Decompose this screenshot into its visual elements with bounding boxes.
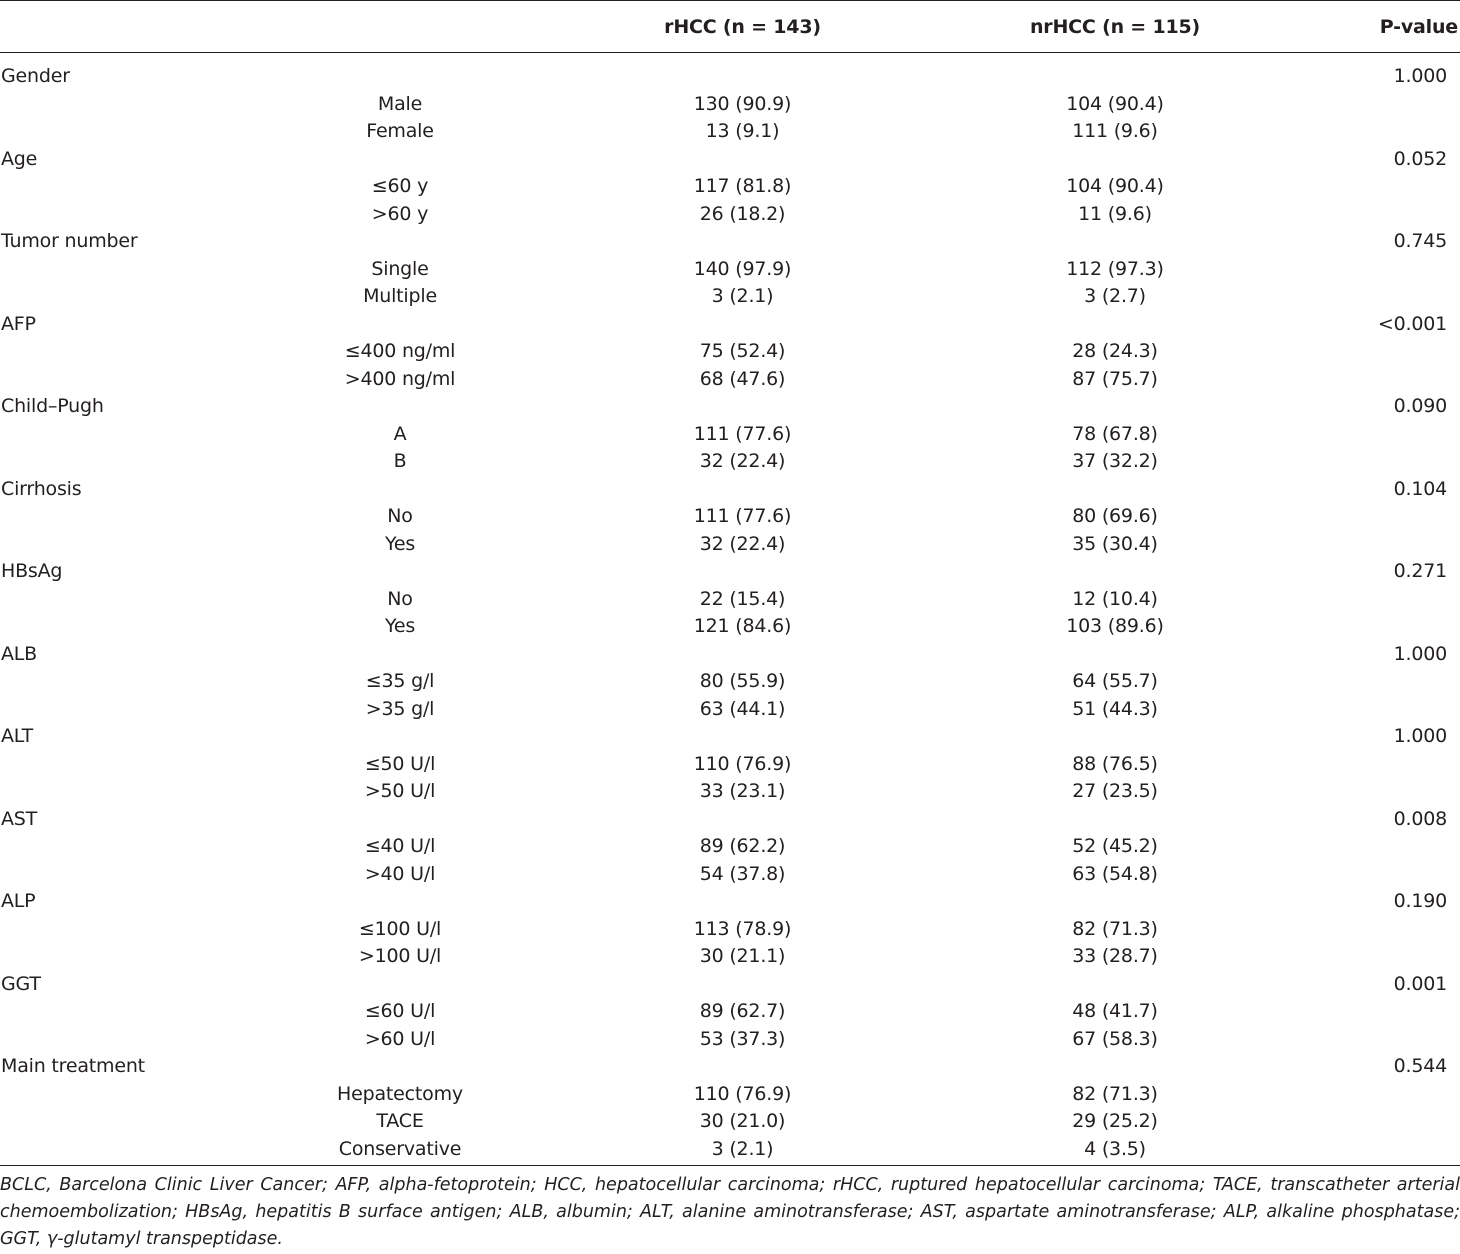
empty-cell (1260, 751, 1460, 779)
empty-cell (0, 283, 285, 311)
empty-cell (0, 256, 285, 284)
empty-cell (0, 696, 285, 724)
empty-cell (970, 53, 1260, 91)
rhcc-value: 30 (21.0) (699, 1110, 786, 1132)
empty-cell (0, 1026, 285, 1054)
empty-cell (1260, 338, 1460, 366)
variable-row (0, 476, 1460, 504)
empty-cell (0, 91, 285, 119)
empty-cell (515, 641, 970, 669)
empty-cell (1260, 256, 1460, 284)
category-label: >60 y (371, 202, 429, 225)
nrhcc-value: 80 (69.6) (1072, 505, 1158, 527)
p-value: 0.190 (1393, 890, 1447, 912)
p-value: 0.052 (1393, 147, 1447, 170)
empty-cell (970, 971, 1260, 999)
nrhcc-value: 37 (32.2) (1072, 450, 1158, 472)
category-label: Female (366, 120, 434, 142)
nrhcc-value: 27 (23.5) (1072, 780, 1158, 802)
category-row (0, 338, 1460, 366)
rhcc-value: 33 (23.1) (699, 780, 786, 802)
p-value: 0.271 (1393, 560, 1447, 582)
variable-row (0, 806, 1460, 834)
empty-cell (0, 201, 285, 229)
rhcc-value: 110 (76.9) (693, 1082, 792, 1105)
empty-cell (285, 641, 515, 669)
empty-cell (0, 118, 285, 146)
empty-cell (0, 916, 285, 944)
p-value: 1.000 (1393, 642, 1447, 665)
category-row (0, 366, 1460, 394)
empty-cell (970, 888, 1260, 916)
category-label: ≤40 U/l (364, 835, 436, 857)
nrhcc-value: 35 (30.4) (1072, 532, 1158, 555)
empty-cell (1260, 1108, 1460, 1136)
variable-row (0, 971, 1460, 999)
p-value: 1.000 (1393, 65, 1447, 87)
category-label: TACE (376, 1110, 424, 1132)
category-label: >40 U/l (364, 862, 436, 885)
empty-cell (0, 173, 285, 201)
p-value: 0.104 (1393, 477, 1447, 500)
empty-cell (1260, 833, 1460, 861)
empty-cell (285, 888, 515, 916)
nrhcc-value: 111 (9.6) (1072, 120, 1158, 142)
category-label: >100 U/l (358, 945, 442, 967)
empty-cell (970, 1053, 1260, 1081)
variable-name: Child–Pugh (1, 395, 104, 417)
category-label: ≤60 U/l (364, 1000, 436, 1022)
rhcc-value: 32 (22.4) (699, 532, 786, 555)
category-label: ≤100 U/l (358, 917, 442, 940)
nrhcc-value: 87 (75.7) (1072, 367, 1158, 390)
category-row (0, 613, 1460, 641)
category-row (0, 586, 1460, 614)
p-value: 0.001 (1393, 972, 1447, 995)
empty-cell (970, 641, 1260, 669)
empty-cell (1260, 283, 1460, 311)
category-row (0, 448, 1460, 476)
empty-cell (515, 723, 970, 751)
empty-cell (1260, 173, 1460, 201)
empty-cell (1260, 503, 1460, 531)
category-label: A (393, 422, 407, 445)
p-value: 0.008 (1393, 807, 1447, 830)
nrhcc-value: 51 (44.3) (1072, 697, 1158, 720)
category-row (0, 943, 1460, 971)
empty-cell (1260, 1136, 1460, 1166)
empty-cell (285, 228, 515, 256)
rhcc-value: 140 (97.9) (693, 257, 792, 280)
header-nrhcc: nrHCC (n = 115) (1029, 15, 1200, 38)
rhcc-value: 54 (37.8) (699, 862, 786, 885)
nrhcc-value: 52 (45.2) (1072, 835, 1158, 857)
empty-cell (1260, 586, 1460, 614)
empty-cell (285, 146, 515, 174)
category-row (0, 751, 1460, 779)
category-row (0, 1136, 1460, 1166)
rhcc-value: 22 (15.4) (699, 587, 786, 610)
category-label: No (387, 587, 413, 610)
category-label: ≤35 g/l (365, 670, 435, 692)
table-footnote: BCLC, Barcelona Clinic Liver Cancer; AFP, alpha-fetoprotein; HCC, hepatocellular carcinoma; rHCC, ruptured hepatocellular carcinoma; TACE, transcatheter arterial chemoembolization; HBsAg, hepatitis B surface antigen; ALB, albumin; ALT, alanine aminotransferase; AST, aspartate aminotransferase; ALP, alkaline phosphatase; GGT, γ-glutamyl transpeptidase. (0, 1175, 1460, 1249)
category-row (0, 173, 1460, 201)
category-row (0, 421, 1460, 449)
rhcc-value: 30 (21.1) (699, 945, 786, 967)
nrhcc-value: 104 (90.4) (1066, 92, 1164, 115)
rhcc-value: 89 (62.7) (699, 1000, 786, 1022)
empty-cell (1260, 91, 1460, 119)
empty-cell (970, 476, 1260, 504)
empty-cell (970, 146, 1260, 174)
empty-cell (0, 448, 285, 476)
empty-cell (285, 558, 515, 586)
variable-name: ALB (1, 642, 38, 665)
category-label: Multiple (363, 285, 437, 307)
rhcc-value: 89 (62.2) (699, 835, 786, 857)
nrhcc-value: 103 (89.6) (1066, 615, 1164, 637)
rhcc-value: 68 (47.6) (699, 367, 786, 390)
variable-row (0, 393, 1460, 421)
variable-name: AST (1, 807, 38, 830)
category-row (0, 283, 1460, 311)
category-row (0, 778, 1460, 806)
empty-cell (0, 586, 285, 614)
nrhcc-value: 78 (67.8) (1072, 422, 1158, 445)
p-value: 1.000 (1393, 725, 1447, 747)
rhcc-value: 32 (22.4) (699, 450, 786, 472)
category-label: No (387, 505, 413, 527)
category-row (0, 1108, 1460, 1136)
category-row (0, 833, 1460, 861)
nrhcc-value: 48 (41.7) (1072, 1000, 1158, 1022)
rhcc-value: 63 (44.1) (699, 697, 786, 720)
variable-name: Age (1, 147, 38, 170)
empty-cell (1260, 778, 1460, 806)
empty-cell (515, 971, 970, 999)
category-label: ≤50 U/l (364, 752, 436, 775)
p-value: 0.745 (1393, 230, 1447, 252)
variable-row (0, 558, 1460, 586)
variable-row (0, 641, 1460, 669)
category-row (0, 696, 1460, 724)
empty-cell (1260, 1081, 1460, 1109)
rhcc-value: 111 (77.6) (693, 505, 792, 527)
category-label: ≤400 ng/ml (344, 340, 456, 362)
nrhcc-value: 112 (97.3) (1066, 257, 1164, 280)
rhcc-value: 117 (81.8) (693, 175, 792, 197)
empty-cell (0, 366, 285, 394)
rhcc-value: 80 (55.9) (699, 670, 786, 692)
nrhcc-value: 4 (3.5) (1084, 1137, 1146, 1160)
rhcc-value: 113 (78.9) (693, 917, 792, 940)
category-label: >60 U/l (364, 1027, 436, 1050)
nrhcc-value: 67 (58.3) (1072, 1027, 1158, 1050)
category-label: Hepatectomy (337, 1082, 463, 1105)
empty-cell (285, 476, 515, 504)
rhcc-value: 121 (84.6) (693, 615, 792, 637)
category-row (0, 668, 1460, 696)
rhcc-value: 110 (76.9) (693, 752, 792, 775)
empty-cell (1260, 201, 1460, 229)
empty-cell (1260, 916, 1460, 944)
variable-row (0, 53, 1460, 91)
rhcc-value: 3 (2.1) (711, 285, 774, 307)
category-row (0, 916, 1460, 944)
category-row (0, 531, 1460, 559)
empty-cell (970, 393, 1260, 421)
empty-cell (515, 311, 970, 339)
table-body (0, 53, 1460, 1166)
category-label: ≤60 y (371, 175, 429, 197)
empty-cell (0, 1108, 285, 1136)
variable-name: ALP (1, 890, 36, 912)
rhcc-value: 111 (77.6) (693, 422, 792, 445)
category-label: >50 U/l (364, 780, 436, 802)
empty-cell (1260, 366, 1460, 394)
empty-cell (515, 228, 970, 256)
category-label: B (393, 450, 407, 472)
category-label: Male (377, 92, 423, 115)
category-label: Yes (384, 615, 416, 637)
table-header-row (0, 1, 1460, 53)
empty-cell (1260, 861, 1460, 889)
empty-cell (0, 338, 285, 366)
empty-cell (0, 998, 285, 1026)
category-label: >35 g/l (365, 697, 435, 720)
variable-row (0, 888, 1460, 916)
header-category (285, 1, 515, 53)
rhcc-value: 75 (52.4) (699, 340, 786, 362)
empty-cell (515, 393, 970, 421)
category-row (0, 118, 1460, 146)
nrhcc-value: 11 (9.6) (1078, 202, 1152, 225)
category-label: >400 ng/ml (344, 367, 456, 390)
category-row (0, 1081, 1460, 1109)
variable-name: HBsAg (1, 560, 63, 582)
empty-cell (1260, 613, 1460, 641)
empty-cell (0, 421, 285, 449)
empty-cell (515, 558, 970, 586)
p-value: 0.544 (1393, 1055, 1447, 1077)
variable-row (0, 723, 1460, 751)
nrhcc-value: 33 (28.7) (1072, 945, 1158, 967)
empty-cell (1260, 696, 1460, 724)
rhcc-value: 13 (9.1) (705, 120, 780, 142)
empty-cell (970, 228, 1260, 256)
nrhcc-value: 3 (2.7) (1084, 285, 1146, 307)
empty-cell (1260, 943, 1460, 971)
rhcc-value: 26 (18.2) (699, 202, 786, 225)
category-row (0, 201, 1460, 229)
empty-cell (0, 751, 285, 779)
empty-cell (285, 723, 515, 751)
empty-cell (1260, 668, 1460, 696)
header-pvalue: P-value (1379, 15, 1458, 38)
empty-cell (285, 393, 515, 421)
category-row (0, 256, 1460, 284)
empty-cell (285, 311, 515, 339)
empty-cell (0, 531, 285, 559)
variable-name: Main treatment (1, 1055, 145, 1077)
rhcc-value: 3 (2.1) (711, 1137, 774, 1160)
category-row (0, 503, 1460, 531)
variable-name: Gender (1, 65, 70, 87)
empty-cell (970, 806, 1260, 834)
empty-cell (285, 971, 515, 999)
empty-cell (0, 1136, 285, 1166)
category-row (0, 91, 1460, 119)
empty-cell (515, 806, 970, 834)
p-value: <0.001 (1377, 312, 1447, 335)
nrhcc-value: 28 (24.3) (1072, 340, 1158, 362)
empty-cell (285, 806, 515, 834)
nrhcc-value: 63 (54.8) (1072, 862, 1158, 885)
variable-row (0, 1053, 1460, 1081)
variable-name: Cirrhosis (1, 477, 82, 500)
empty-cell (0, 1081, 285, 1109)
empty-cell (0, 778, 285, 806)
empty-cell (0, 943, 285, 971)
category-row (0, 1026, 1460, 1054)
empty-cell (0, 613, 285, 641)
empty-cell (515, 146, 970, 174)
empty-cell (1260, 421, 1460, 449)
empty-cell (0, 503, 285, 531)
variable-row (0, 146, 1460, 174)
category-row (0, 998, 1460, 1026)
category-label: Yes (384, 532, 416, 555)
empty-cell (1260, 531, 1460, 559)
rhcc-value: 130 (90.9) (693, 92, 792, 115)
nrhcc-value: 82 (71.3) (1072, 917, 1158, 940)
nrhcc-value: 29 (25.2) (1072, 1110, 1158, 1132)
category-row (0, 861, 1460, 889)
variable-name: ALT (1, 725, 33, 747)
nrhcc-value: 104 (90.4) (1066, 175, 1164, 197)
variable-row (0, 228, 1460, 256)
nrhcc-value: 82 (71.3) (1072, 1082, 1158, 1105)
empty-cell (1260, 118, 1460, 146)
empty-cell (970, 723, 1260, 751)
empty-cell (285, 1053, 515, 1081)
empty-cell (0, 861, 285, 889)
nrhcc-value: 88 (76.5) (1072, 752, 1158, 775)
header-rhcc: rHCC (n = 143) (664, 15, 821, 38)
empty-cell (285, 53, 515, 91)
empty-cell (1260, 448, 1460, 476)
empty-cell (970, 311, 1260, 339)
variable-row (0, 311, 1460, 339)
nrhcc-value: 64 (55.7) (1072, 670, 1158, 692)
empty-cell (515, 888, 970, 916)
rhcc-value: 53 (37.3) (699, 1027, 786, 1050)
empty-cell (1260, 1026, 1460, 1054)
empty-cell (0, 833, 285, 861)
category-label: Single (371, 257, 429, 280)
empty-cell (515, 1053, 970, 1081)
p-value: 0.090 (1393, 395, 1447, 417)
empty-cell (515, 53, 970, 91)
variable-name: GGT (1, 972, 41, 995)
empty-cell (0, 668, 285, 696)
empty-cell (1260, 998, 1460, 1026)
variable-name: Tumor number (1, 230, 138, 252)
header-variable (0, 1, 285, 53)
empty-cell (970, 558, 1260, 586)
nrhcc-value: 12 (10.4) (1072, 587, 1158, 610)
empty-cell (515, 476, 970, 504)
category-label: Conservative (338, 1137, 462, 1160)
variable-name: AFP (1, 312, 36, 335)
